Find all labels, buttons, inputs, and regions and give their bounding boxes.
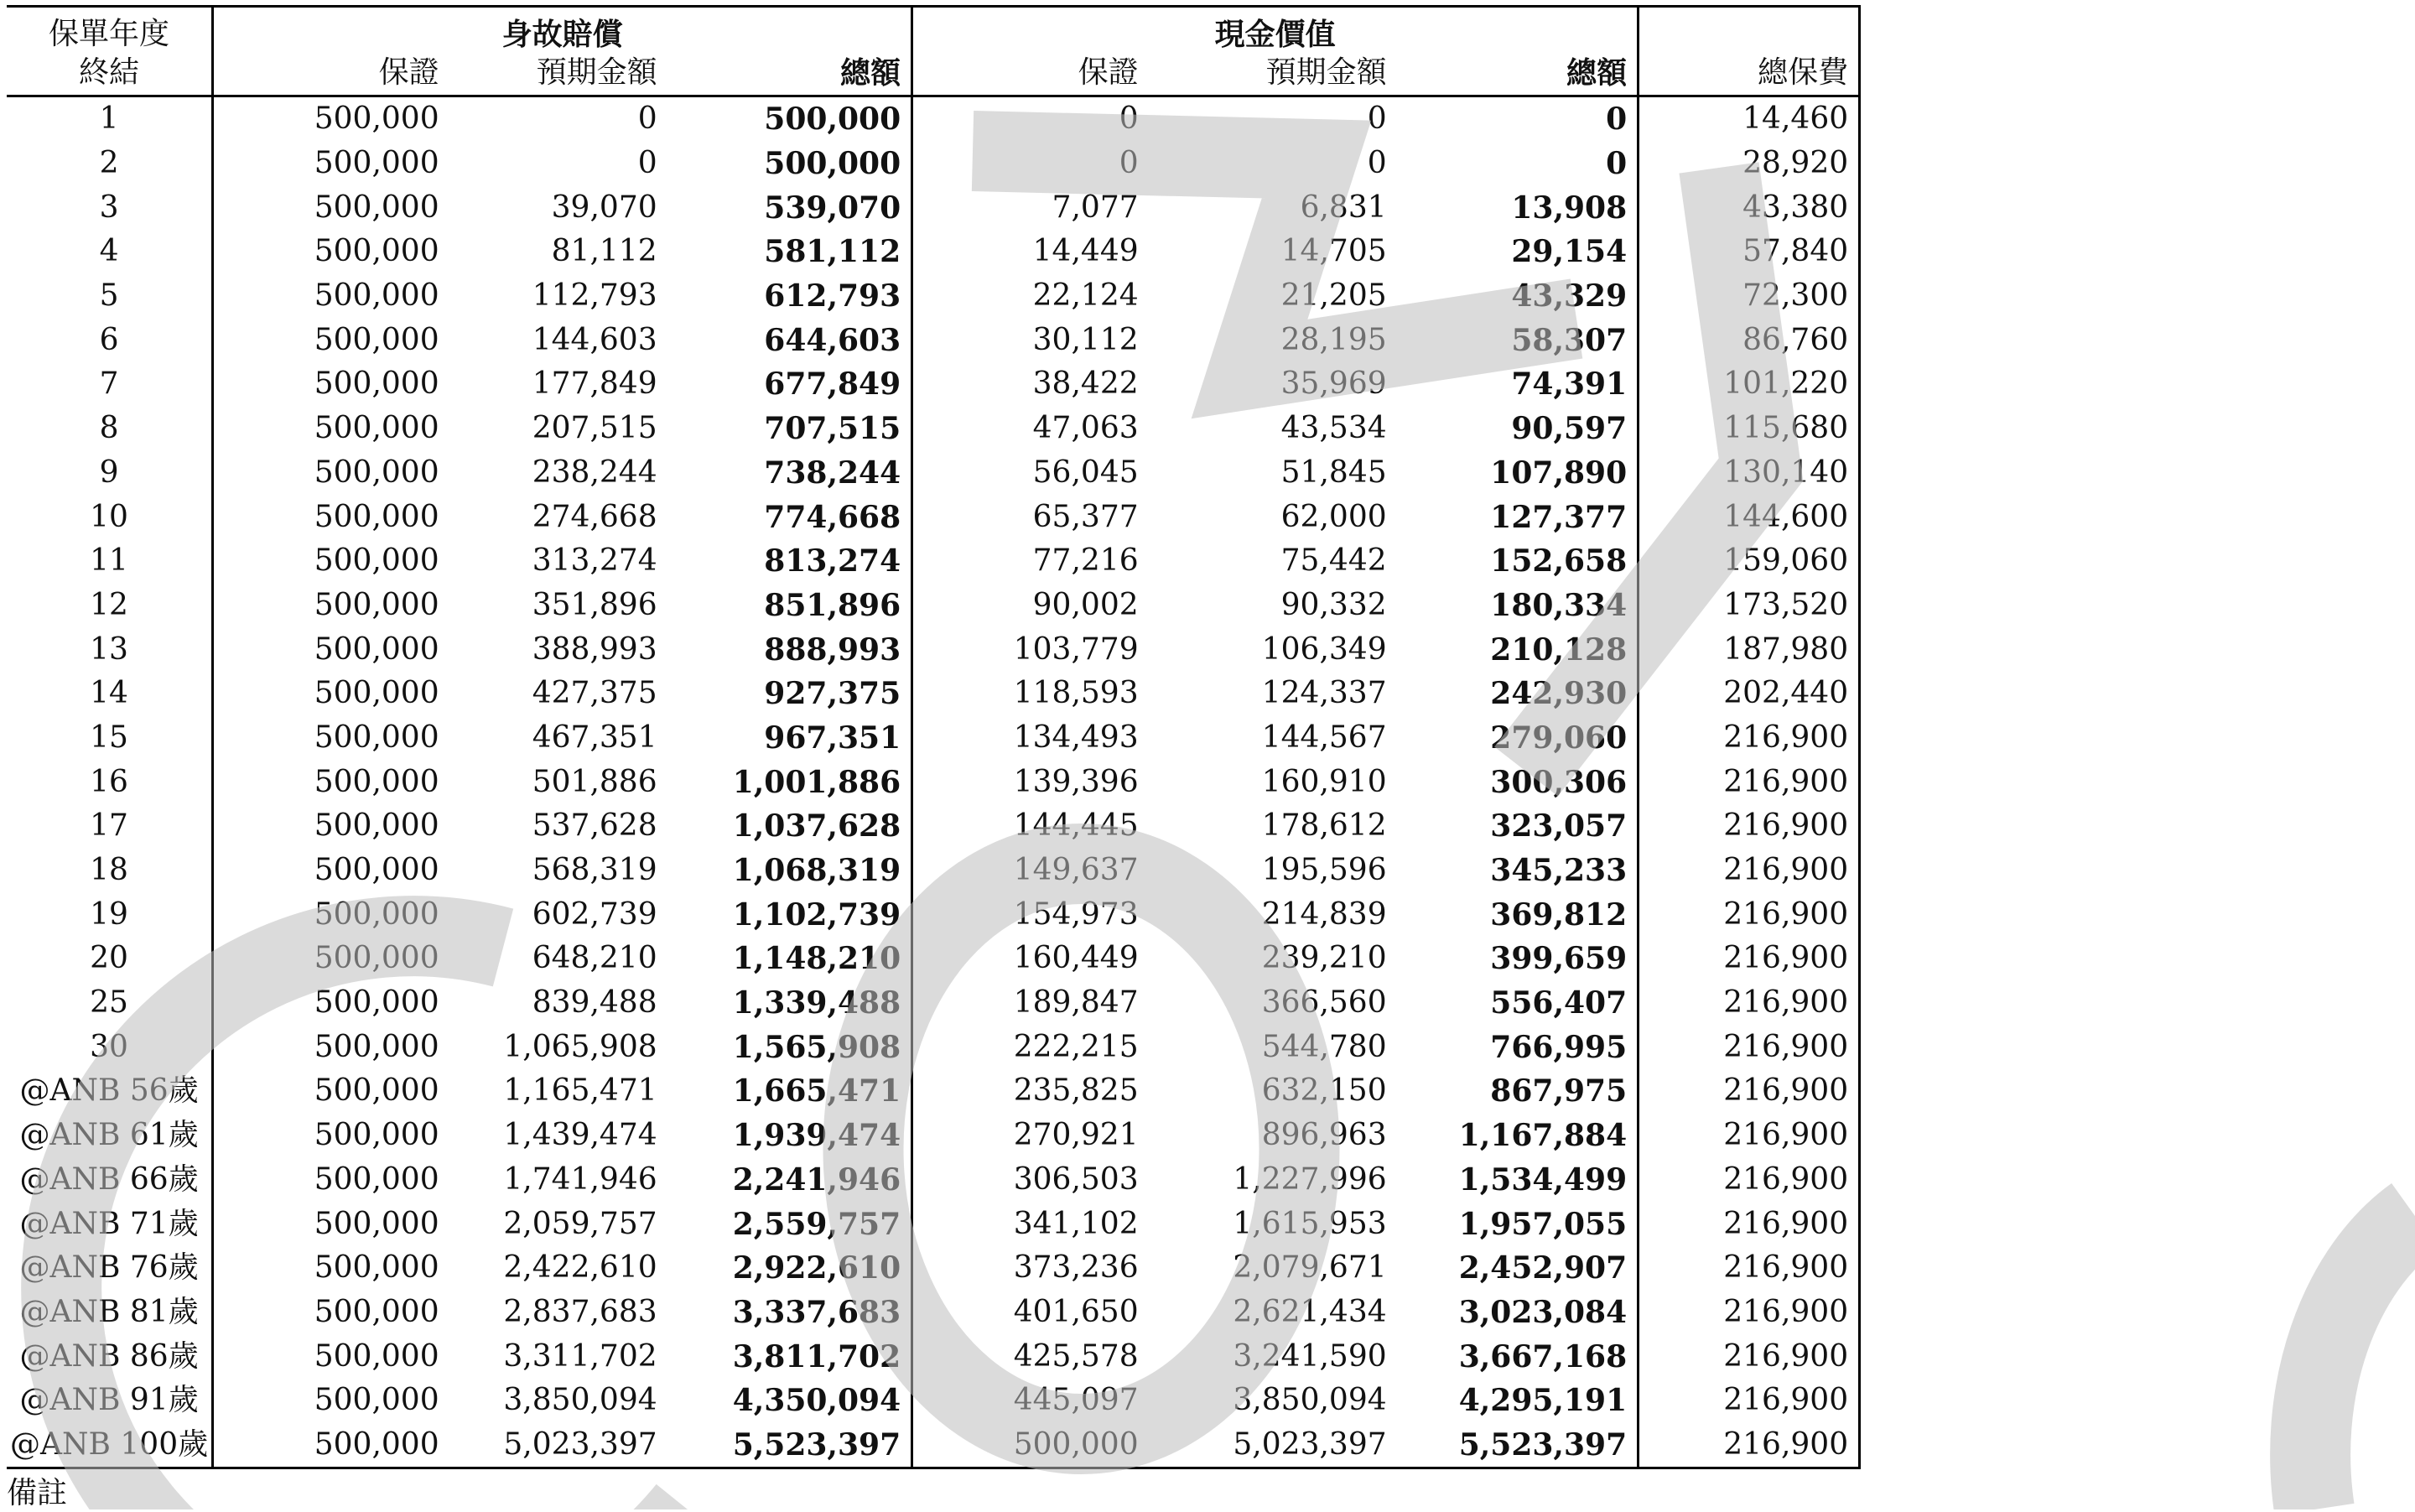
cell-death-expected: 39,070 — [551, 190, 657, 225]
cell-policy-year: 30 — [7, 1025, 213, 1069]
table-row — [7, 142, 1860, 186]
cell-policy-year: @ANB 61歲 — [7, 1114, 213, 1158]
cell-death-guaranteed: 500,000 — [314, 278, 439, 314]
header-cash-expected: 預期金額 — [1149, 51, 1397, 96]
cell-cash-total: 242,930 — [1397, 672, 1639, 716]
cell-death-expected: 3,850,094 — [503, 1383, 657, 1418]
cell-policy-year: 10 — [7, 495, 213, 539]
table-row — [7, 849, 1860, 893]
cell-death-expected: 238,244 — [532, 455, 657, 490]
cell-policy-year: 13 — [7, 627, 213, 672]
cell-cash-total: 345,233 — [1397, 849, 1639, 893]
cell-death-guaranteed: 500,000 — [314, 411, 439, 446]
cell-cash-expected: 0 — [1367, 101, 1387, 137]
cell-death-total: 813,274 — [667, 539, 912, 584]
cell-cash-guaranteed: 270,921 — [1013, 1118, 1139, 1153]
cell-death-expected: 501,886 — [532, 764, 657, 799]
cell-death-total: 888,993 — [667, 627, 912, 672]
header-cash-value: 現金價值 — [912, 7, 1639, 52]
table-row — [7, 451, 1860, 496]
cell-total-premium: 216,900 — [1639, 716, 1860, 761]
cell-total-premium: 202,440 — [1639, 672, 1860, 716]
cell-death-total: 1,102,739 — [667, 892, 912, 937]
cell-total-premium: 216,900 — [1639, 1423, 1860, 1468]
cell-policy-year: 9 — [7, 451, 213, 496]
cell-death-total: 851,896 — [667, 584, 912, 628]
cell-cash-guaranteed: 445,097 — [1013, 1383, 1139, 1418]
cell-death-expected: 537,628 — [532, 808, 657, 844]
cell-death-guaranteed: 500,000 — [314, 366, 439, 402]
cell-cash-total: 58,307 — [1397, 318, 1639, 362]
header-cash-total: 總額 — [1397, 51, 1639, 96]
cell-death-total: 3,811,702 — [667, 1334, 912, 1379]
cell-death-guaranteed: 500,000 — [314, 455, 439, 490]
cell-cash-total: 1,957,055 — [1397, 1202, 1639, 1246]
cell-policy-year: 20 — [7, 937, 213, 981]
cell-death-total: 500,000 — [667, 96, 912, 142]
cell-policy-year: @ANB 81歲 — [7, 1291, 213, 1335]
cell-cash-expected: 124,337 — [1261, 676, 1387, 711]
cell-cash-total: 4,295,191 — [1397, 1379, 1639, 1423]
cell-cash-guaranteed: 38,422 — [1032, 366, 1139, 402]
cell-death-total: 539,070 — [667, 185, 912, 230]
cell-cash-total: 210,128 — [1397, 627, 1639, 672]
table-row — [7, 407, 1860, 451]
cell-cash-total: 399,659 — [1397, 937, 1639, 981]
cell-cash-total: 152,658 — [1397, 539, 1639, 584]
cell-cash-expected: 75,442 — [1280, 543, 1387, 579]
cell-total-premium: 130,140 — [1639, 451, 1860, 496]
cell-policy-year: 4 — [7, 230, 213, 274]
cell-cash-total: 90,597 — [1397, 407, 1639, 451]
cell-death-expected: 467,351 — [532, 720, 657, 755]
cell-cash-total: 2,452,907 — [1397, 1246, 1639, 1291]
cell-policy-year: @ANB 91歲 — [7, 1379, 213, 1423]
cell-cash-guaranteed: 134,493 — [1013, 720, 1139, 755]
table-row — [7, 230, 1860, 274]
cell-cash-total: 3,667,168 — [1397, 1334, 1639, 1379]
cell-policy-year: 5 — [7, 274, 213, 319]
cell-total-premium: 216,900 — [1639, 760, 1860, 804]
cell-total-premium: 216,900 — [1639, 1114, 1860, 1158]
cell-cash-total: 323,057 — [1397, 804, 1639, 849]
cell-total-premium: 216,900 — [1639, 892, 1860, 937]
cell-cash-expected: 2,079,671 — [1233, 1250, 1387, 1286]
cell-cash-expected: 62,000 — [1280, 499, 1387, 534]
cell-death-total: 1,068,319 — [667, 849, 912, 893]
cell-total-premium: 216,900 — [1639, 1158, 1860, 1203]
table-row — [7, 937, 1860, 981]
cell-cash-expected: 195,596 — [1261, 853, 1387, 888]
cell-cash-total: 1,534,499 — [1397, 1158, 1639, 1203]
cell-cash-total: 300,306 — [1397, 760, 1639, 804]
cell-cash-expected: 51,845 — [1280, 455, 1387, 490]
cell-cash-guaranteed: 235,825 — [1013, 1073, 1139, 1109]
cell-death-guaranteed: 500,000 — [314, 631, 439, 667]
table-row — [7, 495, 1860, 539]
table-header — [7, 7, 1860, 96]
cell-policy-year: @ANB 100歲 — [7, 1423, 213, 1468]
cell-death-guaranteed: 500,000 — [314, 1338, 439, 1374]
cell-policy-year: @ANB 86歲 — [7, 1334, 213, 1379]
cell-death-expected: 0 — [637, 101, 657, 137]
cell-cash-total: 279,060 — [1397, 716, 1639, 761]
cell-cash-guaranteed: 77,216 — [1032, 543, 1139, 579]
cell-death-guaranteed: 500,000 — [314, 941, 439, 976]
cell-policy-year: 8 — [7, 407, 213, 451]
cell-cash-expected: 632,150 — [1261, 1073, 1387, 1109]
cell-death-total: 1,565,908 — [667, 1025, 912, 1069]
cell-policy-year: 14 — [7, 672, 213, 716]
cell-cash-total: 369,812 — [1397, 892, 1639, 937]
table-row — [7, 1158, 1860, 1203]
cell-death-expected: 1,065,908 — [503, 1029, 657, 1064]
cell-cash-guaranteed: 425,578 — [1013, 1338, 1139, 1374]
table-row — [7, 981, 1860, 1026]
cell-cash-guaranteed: 0 — [1119, 101, 1139, 137]
header-policy-year: 保單年度 — [7, 7, 213, 52]
cell-death-expected: 388,993 — [532, 631, 657, 667]
cell-death-total: 967,351 — [667, 716, 912, 761]
cell-death-expected: 427,375 — [532, 676, 657, 711]
cell-death-total: 2,922,610 — [667, 1246, 912, 1291]
cell-total-premium: 216,900 — [1639, 1246, 1860, 1291]
cell-cash-guaranteed: 90,002 — [1032, 587, 1139, 622]
cell-death-expected: 2,837,683 — [503, 1294, 657, 1329]
cell-death-total: 2,241,946 — [667, 1158, 912, 1203]
cell-cash-total: 5,523,397 — [1397, 1423, 1639, 1468]
remarks-label: 備註 — [7, 1476, 68, 1510]
cell-policy-year: @ANB 56歲 — [7, 1069, 213, 1114]
cell-cash-guaranteed: 47,063 — [1032, 411, 1139, 446]
table-row — [7, 804, 1860, 849]
policy-illustration-table — [7, 5, 1861, 1469]
cell-death-total: 2,559,757 — [667, 1202, 912, 1246]
cell-total-premium: 115,680 — [1639, 407, 1860, 451]
cell-total-premium: 101,220 — [1639, 362, 1860, 407]
table-row — [7, 1291, 1860, 1335]
table-row — [7, 627, 1860, 672]
cell-total-premium: 216,900 — [1639, 981, 1860, 1026]
cell-death-expected: 2,422,610 — [503, 1250, 657, 1286]
cell-total-premium: 72,300 — [1639, 274, 1860, 319]
cell-death-guaranteed: 500,000 — [314, 764, 439, 799]
cell-death-guaranteed: 500,000 — [314, 1161, 439, 1197]
cell-cash-guaranteed: 14,449 — [1032, 234, 1139, 269]
cell-cash-total: 29,154 — [1397, 230, 1639, 274]
cell-death-guaranteed: 500,000 — [314, 1029, 439, 1064]
header-year-end: 終結 — [7, 51, 213, 96]
cell-total-premium: 14,460 — [1639, 96, 1860, 142]
cell-death-guaranteed: 500,000 — [314, 1383, 439, 1418]
cell-policy-year: 11 — [7, 539, 213, 584]
cell-cash-total: 180,334 — [1397, 584, 1639, 628]
cell-cash-expected: 1,615,953 — [1233, 1206, 1387, 1241]
cell-cash-guaranteed: 65,377 — [1032, 499, 1139, 534]
cell-death-expected: 207,515 — [532, 411, 657, 446]
cell-total-premium: 144,600 — [1639, 495, 1860, 539]
cell-policy-year: @ANB 71歲 — [7, 1202, 213, 1246]
cell-death-expected: 112,793 — [532, 278, 657, 314]
cell-cash-expected: 90,332 — [1280, 587, 1387, 622]
cell-death-guaranteed: 500,000 — [314, 190, 439, 225]
table-row — [7, 1202, 1860, 1246]
table-row — [7, 1114, 1860, 1158]
cell-cash-expected: 1,227,996 — [1233, 1161, 1387, 1197]
table-row — [7, 1423, 1860, 1468]
cell-death-total: 500,000 — [667, 142, 912, 186]
cell-death-guaranteed: 500,000 — [213, 1423, 449, 1468]
cell-death-expected: 1,165,471 — [503, 1073, 657, 1109]
table-row — [7, 539, 1860, 584]
cell-cash-guaranteed: 154,973 — [1013, 896, 1139, 932]
cell-cash-expected: 896,963 — [1261, 1118, 1387, 1153]
cell-policy-year: 19 — [7, 892, 213, 937]
cell-cash-guaranteed: 22,124 — [1032, 278, 1139, 314]
cell-cash-expected: 239,210 — [1261, 941, 1387, 976]
cell-death-guaranteed: 500,000 — [314, 720, 439, 755]
cell-cash-total: 43,329 — [1397, 274, 1639, 319]
header-total-premium: 總保費 — [1639, 51, 1860, 96]
cell-death-expected: 2,059,757 — [503, 1206, 657, 1241]
cell-policy-year: 7 — [7, 362, 213, 407]
cell-death-expected: 0 — [637, 146, 657, 181]
cell-cash-guaranteed: 160,449 — [1013, 941, 1139, 976]
cell-death-expected: 1,741,946 — [503, 1161, 657, 1197]
cell-death-expected: 568,319 — [532, 853, 657, 888]
cell-total-premium: 173,520 — [1639, 584, 1860, 628]
cell-death-guaranteed: 500,000 — [314, 543, 439, 579]
cell-cash-guaranteed: 500,000 — [912, 1423, 1149, 1468]
cell-policy-year: 17 — [7, 804, 213, 849]
cell-cash-expected: 0 — [1367, 146, 1387, 181]
cell-total-premium: 216,900 — [1639, 1069, 1860, 1114]
cell-death-expected: 1,439,474 — [503, 1118, 657, 1153]
table-row — [7, 1069, 1860, 1114]
cell-cash-total: 766,995 — [1397, 1025, 1639, 1069]
cell-total-premium: 187,980 — [1639, 627, 1860, 672]
cell-cash-guaranteed: 144,445 — [1013, 808, 1139, 844]
cell-cash-guaranteed: 103,779 — [1013, 631, 1139, 667]
cell-total-premium: 86,760 — [1639, 318, 1860, 362]
cell-death-total: 1,339,488 — [667, 981, 912, 1026]
cell-policy-year: 12 — [7, 584, 213, 628]
cell-policy-year: @ANB 76歲 — [7, 1246, 213, 1291]
cell-death-guaranteed: 500,000 — [314, 234, 439, 269]
cell-death-total: 1,001,886 — [667, 760, 912, 804]
cell-total-premium: 216,900 — [1639, 849, 1860, 893]
cell-death-expected: 351,896 — [532, 587, 657, 622]
cell-policy-year: 25 — [7, 981, 213, 1026]
cell-total-premium: 216,900 — [1639, 804, 1860, 849]
cell-total-premium: 159,060 — [1639, 539, 1860, 584]
table-row — [7, 1379, 1860, 1423]
cell-cash-total: 107,890 — [1397, 451, 1639, 496]
cell-cash-guaranteed: 306,503 — [1013, 1161, 1139, 1197]
cell-death-guaranteed: 500,000 — [314, 676, 439, 711]
cell-cash-expected: 144,567 — [1261, 720, 1387, 755]
cell-cash-expected: 43,534 — [1280, 411, 1387, 446]
cell-death-total: 1,665,471 — [667, 1069, 912, 1114]
cell-death-total: 774,668 — [667, 495, 912, 539]
cell-cash-guaranteed: 401,650 — [1013, 1294, 1139, 1329]
cell-cash-guaranteed: 139,396 — [1013, 764, 1139, 799]
cell-total-premium: 216,900 — [1639, 1025, 1860, 1069]
cell-cash-guaranteed: 189,847 — [1013, 985, 1139, 1021]
header-cash-guaranteed: 保證 — [912, 51, 1149, 96]
cell-policy-year: 1 — [7, 96, 213, 142]
cell-death-expected: 144,603 — [532, 322, 657, 357]
cell-total-premium: 216,900 — [1639, 1291, 1860, 1335]
cell-total-premium: 216,900 — [1639, 1379, 1860, 1423]
cell-cash-expected: 35,969 — [1280, 366, 1387, 402]
cell-death-guaranteed: 500,000 — [314, 499, 439, 534]
cell-death-total: 581,112 — [667, 230, 912, 274]
table-row — [7, 96, 1860, 142]
cell-death-total: 1,148,210 — [667, 937, 912, 981]
cell-death-expected: 313,274 — [532, 543, 657, 579]
cell-cash-guaranteed: 30,112 — [1032, 322, 1139, 357]
cell-policy-year: 6 — [7, 318, 213, 362]
cell-death-guaranteed: 500,000 — [314, 322, 439, 357]
cell-death-guaranteed: 500,000 — [314, 853, 439, 888]
header-death-benefit: 身故賠償 — [213, 7, 912, 52]
cell-death-total: 1,939,474 — [667, 1114, 912, 1158]
cell-cash-expected: 21,205 — [1280, 278, 1387, 314]
table-row — [7, 1025, 1860, 1069]
table-row — [7, 892, 1860, 937]
cell-death-guaranteed: 500,000 — [314, 1294, 439, 1329]
cell-total-premium: 28,920 — [1639, 142, 1860, 186]
cell-death-guaranteed: 500,000 — [314, 1250, 439, 1286]
cell-cash-guaranteed: 0 — [1119, 146, 1139, 181]
cell-cash-guaranteed: 149,637 — [1013, 853, 1139, 888]
cell-death-total: 927,375 — [667, 672, 912, 716]
cell-death-total: 677,849 — [667, 362, 912, 407]
table-row — [7, 584, 1860, 628]
table-row — [7, 1246, 1860, 1291]
cell-death-guaranteed: 500,000 — [314, 1118, 439, 1153]
cell-total-premium: 57,840 — [1639, 230, 1860, 274]
cell-cash-total: 127,377 — [1397, 495, 1639, 539]
cell-cash-total: 867,975 — [1397, 1069, 1639, 1114]
cell-death-expected: 274,668 — [532, 499, 657, 534]
cell-cash-guaranteed: 341,102 — [1013, 1206, 1139, 1241]
table-row — [7, 185, 1860, 230]
cell-cash-total: 74,391 — [1397, 362, 1639, 407]
table-row — [7, 318, 1860, 362]
cell-death-total: 5,523,397 — [667, 1423, 912, 1468]
cell-cash-expected: 106,349 — [1261, 631, 1387, 667]
cell-policy-year: 16 — [7, 760, 213, 804]
cell-death-guaranteed: 500,000 — [314, 808, 439, 844]
cell-death-expected: 81,112 — [551, 234, 657, 269]
cell-cash-expected: 28,195 — [1280, 322, 1387, 357]
cell-death-guaranteed: 500,000 — [314, 101, 439, 137]
cell-death-guaranteed: 500,000 — [314, 985, 439, 1021]
cell-total-premium: 216,900 — [1639, 1334, 1860, 1379]
cell-cash-expected: 178,612 — [1261, 808, 1387, 844]
cell-death-total: 707,515 — [667, 407, 912, 451]
header-death-total: 總額 — [667, 51, 912, 96]
cell-cash-total: 1,167,884 — [1397, 1114, 1639, 1158]
cell-death-expected: 648,210 — [532, 941, 657, 976]
table-row — [7, 672, 1860, 716]
cell-cash-expected: 14,705 — [1280, 234, 1387, 269]
table-row — [7, 274, 1860, 319]
cell-cash-expected: 6,831 — [1300, 190, 1387, 225]
cell-death-total: 612,793 — [667, 274, 912, 319]
cell-death-expected: 3,311,702 — [503, 1338, 657, 1374]
cell-cash-total: 13,908 — [1397, 185, 1639, 230]
cell-death-total: 1,037,628 — [667, 804, 912, 849]
cell-death-guaranteed: 500,000 — [314, 896, 439, 932]
cell-death-expected: 177,849 — [532, 366, 657, 402]
cell-cash-total: 3,023,084 — [1397, 1291, 1639, 1335]
cell-death-guaranteed: 500,000 — [314, 1073, 439, 1109]
cell-policy-year: @ANB 66歲 — [7, 1158, 213, 1203]
cell-death-guaranteed: 500,000 — [314, 1206, 439, 1241]
cell-cash-expected: 366,560 — [1261, 985, 1387, 1021]
cell-death-expected: 839,488 — [532, 985, 657, 1021]
cell-death-expected: 602,739 — [532, 896, 657, 932]
table-row — [7, 1334, 1860, 1379]
cell-death-total: 738,244 — [667, 451, 912, 496]
cell-cash-total: 0 — [1397, 96, 1639, 142]
table-row — [7, 362, 1860, 407]
cell-death-total: 3,337,683 — [667, 1291, 912, 1335]
cell-total-premium: 43,380 — [1639, 185, 1860, 230]
cell-cash-guaranteed: 7,077 — [1052, 190, 1139, 225]
header-premium-top — [1639, 7, 1860, 52]
cell-total-premium: 216,900 — [1639, 1202, 1860, 1246]
policy-illustration-table-wrapper — [7, 5, 1861, 1469]
cell-cash-expected: 3,850,094 — [1233, 1383, 1387, 1418]
cell-cash-expected: 544,780 — [1261, 1029, 1387, 1064]
cell-policy-year: 2 — [7, 142, 213, 186]
table-row — [7, 760, 1860, 804]
watermark-letter-c-2 — [2310, 1216, 2415, 1509]
table-body — [7, 96, 1860, 1468]
cell-policy-year: 15 — [7, 716, 213, 761]
cell-cash-total: 556,407 — [1397, 981, 1639, 1026]
cell-cash-guaranteed: 373,236 — [1013, 1250, 1139, 1286]
cell-cash-expected: 3,241,590 — [1233, 1338, 1387, 1374]
cell-policy-year: 18 — [7, 849, 213, 893]
cell-total-premium: 216,900 — [1639, 937, 1860, 981]
cell-death-expected: 5,023,397 — [449, 1423, 667, 1468]
cell-death-total: 4,350,094 — [667, 1379, 912, 1423]
cell-cash-total: 0 — [1397, 142, 1639, 186]
cell-cash-expected: 2,621,434 — [1233, 1294, 1387, 1329]
cell-cash-expected: 5,023,397 — [1149, 1423, 1397, 1468]
cell-cash-guaranteed: 56,045 — [1032, 455, 1139, 490]
cell-cash-guaranteed: 118,593 — [1013, 676, 1139, 711]
header-death-expected: 預期金額 — [449, 51, 667, 96]
cell-cash-expected: 160,910 — [1261, 764, 1387, 799]
cell-death-guaranteed: 500,000 — [314, 587, 439, 622]
table-row — [7, 716, 1860, 761]
cell-cash-expected: 214,839 — [1261, 896, 1387, 932]
cell-policy-year: 3 — [7, 185, 213, 230]
cell-death-total: 644,603 — [667, 318, 912, 362]
cell-cash-guaranteed: 222,215 — [1013, 1029, 1139, 1064]
header-death-guaranteed: 保證 — [213, 51, 449, 96]
cell-death-guaranteed: 500,000 — [314, 146, 439, 181]
